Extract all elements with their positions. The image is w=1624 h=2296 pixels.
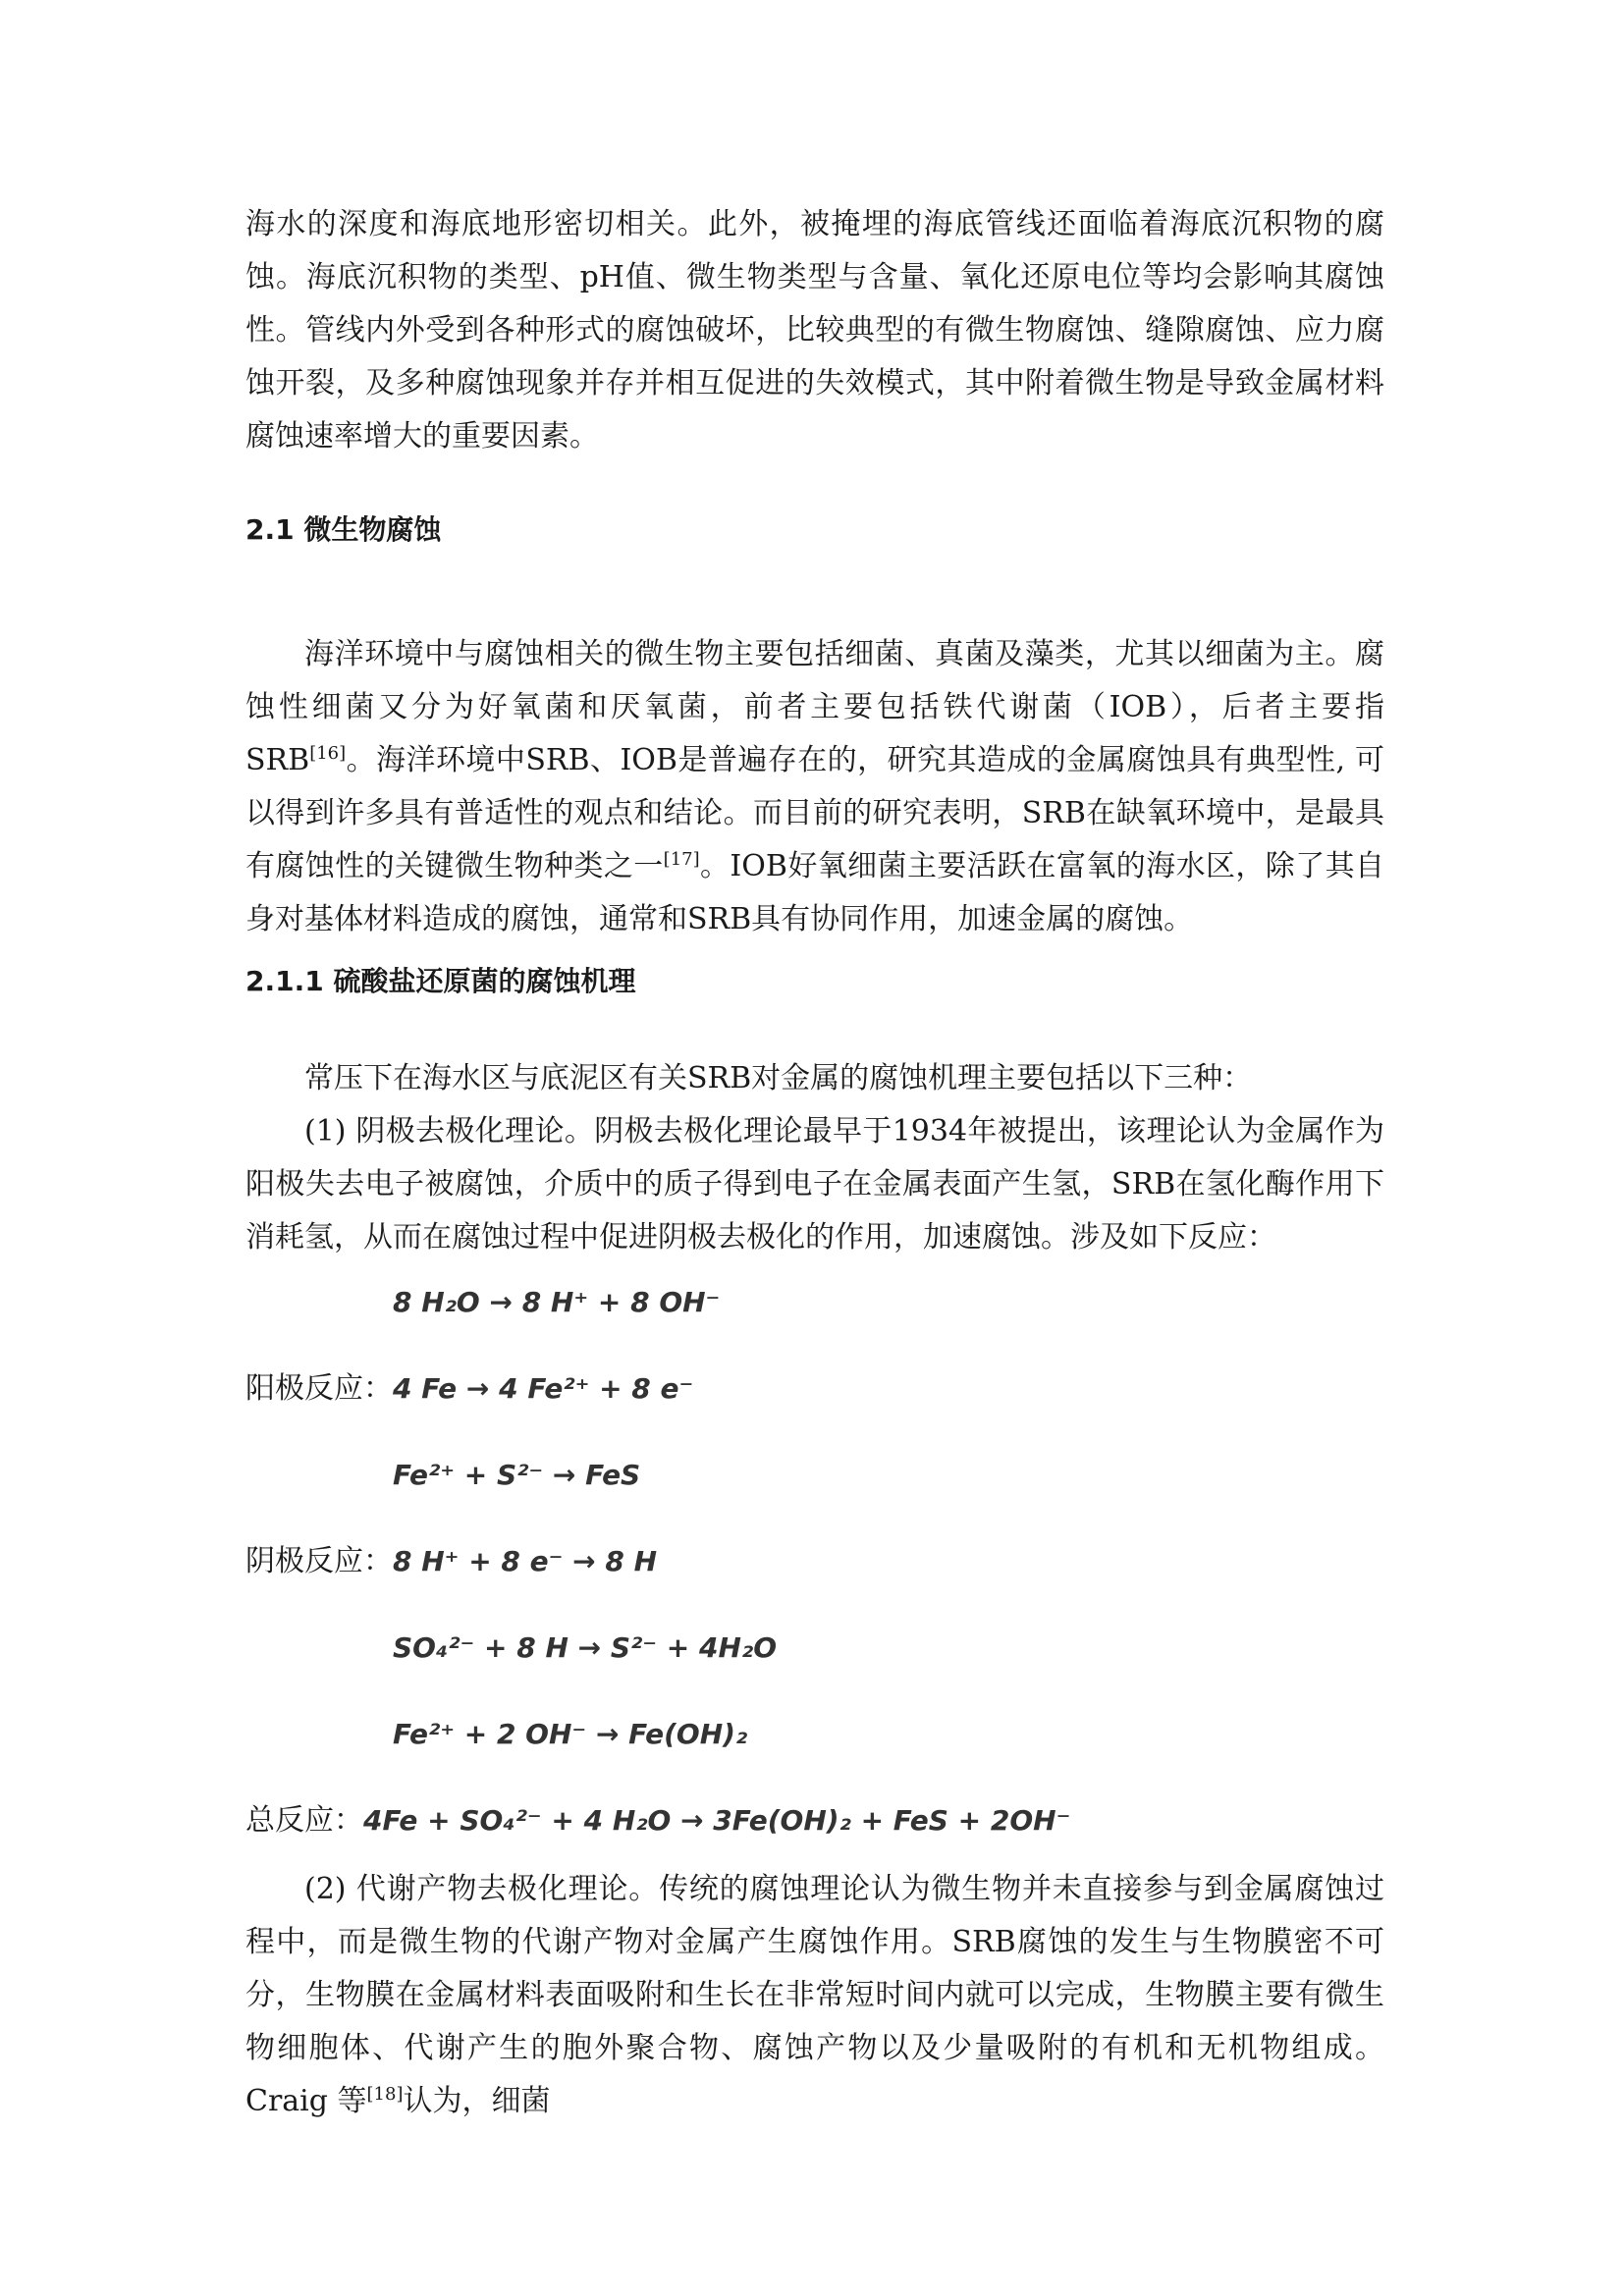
cathode-label: 阴极反应： <box>245 1544 393 1578</box>
citation-16: [16] <box>309 743 347 764</box>
citation-18: [18] <box>366 2084 404 2105</box>
theory-1-paragraph: (1) 阴极去极化理论。阴极去极化理论最早于1934年被提出，该理论认为金属作为阳极失去电子被腐蚀，介质中的质子得到电子在金属表面产生氢，SRB在氢化酶作用下消耗氢，从而在腐蚀过程中促进阴极去极化的作用，加速腐蚀。涉及如下反应： <box>245 1114 1384 1255</box>
paragraph-text: 认为，细菌 <box>403 2084 551 2118</box>
equation-cathode-1: 8 H⁺ + 8 e⁻ → 8 H <box>393 1545 658 1577</box>
equation-water-dissociation: 8 H₂O → 8 H⁺ + 8 OH⁻ <box>393 1286 721 1318</box>
total-label: 总反应： <box>245 1803 363 1838</box>
equation-row-anode-1 <box>245 1364 693 1414</box>
paragraph-microbial-corrosion <box>245 628 1384 946</box>
paragraph-text: (2) 代谢产物去极化理论。传统的腐蚀理论认为微生物并未直接参与到金属腐蚀过程中，而是微生物的代谢产物对金属产生腐蚀作用。SRB腐蚀的发生与生物膜密不可分，生物膜在金属材料表面吸附和生长在非常短时间内就可以完成，生物膜主要有微生物细胞体、代谢产生的胞外聚合物、腐蚀产物以及少量吸附的有机和无机物组成。Craig 等 <box>245 1872 1384 2118</box>
equation-cathode-3: Fe²⁺ + 2 OH⁻ → Fe(OH)₂ <box>393 1718 748 1750</box>
paragraph-text: 。IOB好氧细菌主要活跃在富氧的海水区，除了其自身对基体材料造成的腐蚀，通常和SRB具有协同作用，加速金属的腐蚀。 <box>245 849 1385 936</box>
equation-row-water <box>245 1278 720 1327</box>
anode-label: 阳极反应： <box>245 1371 393 1406</box>
equation-cathode-2: SO₄²⁻ + 8 H → S²⁻ + 4H₂O <box>393 1631 778 1664</box>
citation-17: [17] <box>663 849 700 870</box>
paragraph-text: 。海洋环境中SRB、IOB是普遍存在的，研究其造成的金属腐蚀具有典型性, 可以得到许多具有普适性的观点和结论。而目前的研究表明，SRB在缺氧环境中，是最具有腐蚀性的关键微生物种类之一 <box>245 743 1384 883</box>
paragraph-text: 海洋环境中与腐蚀相关的微生物主要包括细菌、真菌及藻类，尤其以细菌为主。腐蚀性细菌又分为好氧菌和厌氧菌，前者主要包括铁代谢菌（IOB），后者主要指SRB <box>245 637 1384 777</box>
equation-total: 4Fe + SO₄²⁻ + 4 H₂O → 3Fe(OH)₂ + FeS + 2OH⁻ <box>363 1804 1071 1837</box>
intro-paragraph: 海水的深度和海底地形密切相关。此外，被掩埋的海底管线还面临着海底沉积物的腐蚀。海底沉积物的类型、pH值、微生物类型与含量、氧化还原电位等均会影响其腐蚀性。管线内外受到各种形式的腐蚀破坏，比较典型的有微生物腐蚀、缝隙腐蚀、应力腐蚀开裂，及多种腐蚀现象并存并相互促进的失效模式，其中附着微生物是导致金属材料腐蚀速率增大的重要因素。 <box>245 207 1384 454</box>
equation-row-cathode-3 <box>245 1710 747 1759</box>
equation-row-cathode-1 <box>245 1537 657 1586</box>
srb-lead-paragraph: 常压下在海水区与底泥区有关SRB对金属的腐蚀机理主要包括以下三种： <box>304 1061 1253 1095</box>
section-heading-2-1: 2.1 微生物腐蚀 <box>245 513 442 546</box>
equation-row-cathode-2 <box>245 1624 777 1673</box>
equation-anode-2: Fe²⁺ + S²⁻ → FeS <box>393 1459 641 1491</box>
theory-2-paragraph <box>245 1863 1384 2128</box>
equation-row-total <box>245 1796 1070 1845</box>
section-heading-2-1-1: 2.1.1 硫酸盐还原菌的腐蚀机理 <box>245 965 636 997</box>
equation-row-anode-2 <box>245 1451 640 1500</box>
equation-anode-1: 4 Fe → 4 Fe²⁺ + 8 e⁻ <box>393 1372 694 1405</box>
